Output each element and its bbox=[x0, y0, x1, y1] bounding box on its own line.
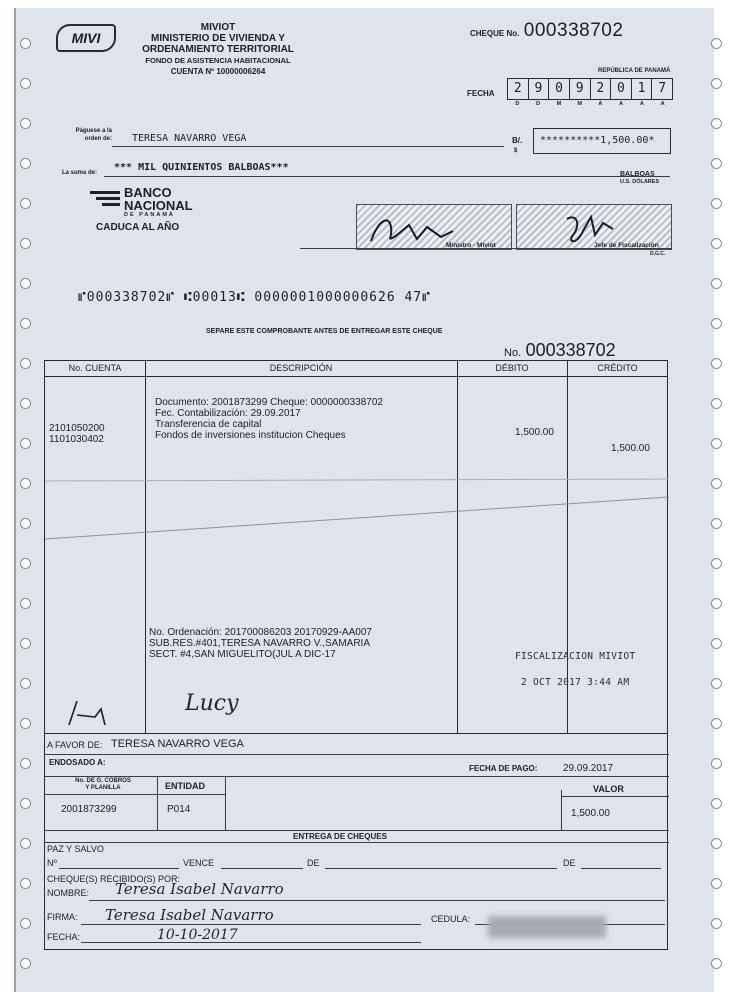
feed-hole bbox=[20, 158, 31, 169]
date-sub-labels bbox=[507, 101, 673, 107]
feed-hole bbox=[711, 78, 722, 89]
cheque-number bbox=[470, 20, 623, 42]
feed-hole bbox=[20, 798, 31, 809]
payee-name: TERESA NAVARRO VEGA bbox=[132, 133, 247, 144]
name-label: NOMBRE: bbox=[47, 888, 90, 898]
feed-hole bbox=[711, 118, 722, 129]
date-sub-label: M bbox=[577, 101, 582, 107]
feed-hole bbox=[20, 518, 31, 529]
debit-value: 1,500.00 bbox=[515, 427, 554, 438]
feed-hole bbox=[711, 638, 722, 649]
col-header-description: DESCRIPCIÓN bbox=[145, 361, 457, 377]
date-digit: 2 bbox=[591, 79, 612, 99]
feed-hole bbox=[20, 638, 31, 649]
date-label: FECHA bbox=[467, 89, 495, 98]
pay-date-value: 29.09.2017 bbox=[563, 763, 614, 774]
date-digit: 7 bbox=[658, 81, 667, 96]
bank-name-3: DE PANAMÁ bbox=[124, 212, 175, 218]
description-line: Fondos de inversiones institucion Cheques bbox=[155, 430, 346, 441]
date-digit: 9 bbox=[529, 79, 550, 99]
feed-hole bbox=[711, 158, 722, 169]
currency-label: B/. bbox=[512, 136, 523, 145]
col-doc-header bbox=[51, 778, 155, 792]
fold-crease-lines bbox=[45, 461, 669, 561]
bank-name-2: NACIONAL bbox=[124, 198, 193, 213]
date-digit: 9 bbox=[570, 79, 591, 99]
sum-label: La suma de: bbox=[62, 170, 98, 176]
feed-hole bbox=[20, 838, 31, 849]
order-line: SECT. #4,SAN MIGUELITO(JUL A DIC-17 bbox=[149, 649, 336, 660]
expiry-note: CADUCA AL AÑO bbox=[96, 222, 180, 233]
feed-hole bbox=[711, 558, 722, 569]
sig2-label: Jefe de Fiscalización bbox=[594, 242, 659, 249]
feed-hole bbox=[20, 358, 31, 369]
feed-hole bbox=[20, 878, 31, 889]
bank-name bbox=[124, 186, 193, 219]
country-label: REPÚBLICA DE PANAMÁ bbox=[598, 68, 671, 74]
order-line: No. Ordenación: 201700086203 20170929-AA007 bbox=[149, 627, 372, 638]
feed-hole bbox=[20, 438, 31, 449]
feed-hole bbox=[711, 438, 722, 449]
feed-hole bbox=[711, 678, 722, 689]
issuer-name-1: MIVIOT bbox=[200, 22, 236, 33]
sign-value: Teresa Isabel Navarro bbox=[105, 906, 274, 924]
feed-hole bbox=[711, 958, 722, 969]
date-digit: 0 bbox=[549, 79, 570, 99]
voucher-number bbox=[504, 340, 616, 361]
feed-hole bbox=[711, 798, 722, 809]
date-grid bbox=[507, 78, 673, 100]
col-header-debit: DÉBITO bbox=[457, 361, 567, 377]
cedula-label: CEDULA: bbox=[431, 914, 471, 924]
date-sub-label: A bbox=[598, 101, 603, 107]
feed-hole bbox=[711, 318, 722, 329]
date-sub-label: D bbox=[536, 101, 541, 107]
cheque-number-label: CHEQUE No. bbox=[470, 29, 520, 38]
feed-hole bbox=[20, 118, 31, 129]
feed-hole bbox=[20, 198, 31, 209]
vence-label: VENCE bbox=[183, 858, 215, 868]
feed-hole bbox=[20, 238, 31, 249]
endorsed-label: ENDOSADO A: bbox=[49, 758, 106, 767]
description-line: Transferencia de capital bbox=[155, 419, 262, 430]
col-doc-header-2: Y PLANILLA bbox=[85, 785, 121, 791]
credit-value: 1,500.00 bbox=[611, 443, 650, 454]
fiscal-stamp-line1: FISCALIZACION MIVIOT bbox=[515, 651, 636, 662]
description-line: Documento: 2001873299 Cheque: 0000000338702 bbox=[155, 397, 383, 408]
currency-sub: $ bbox=[514, 148, 518, 154]
date-digit: 0 bbox=[611, 79, 632, 99]
description-line: Fec. Contabilización: 29.09.2017 bbox=[155, 408, 301, 419]
bank-logo-icon bbox=[90, 188, 120, 210]
feed-hole bbox=[711, 478, 722, 489]
payee-label-1: Páguese a la bbox=[75, 128, 112, 134]
feed-holes bbox=[16, 8, 38, 992]
feed-hole bbox=[711, 598, 722, 609]
payee-label bbox=[62, 127, 112, 143]
redacted-cedula bbox=[488, 916, 606, 938]
feed-hole bbox=[711, 918, 722, 929]
date-digit: 1 bbox=[632, 79, 653, 99]
feed-hole bbox=[20, 278, 31, 289]
col-header-credit: CRÉDITO bbox=[567, 361, 668, 377]
feed-hole bbox=[20, 598, 31, 609]
sum-words: *** MIL QUINIENTOS BALBOAS*** bbox=[114, 162, 289, 173]
issuer-name-3: ORDENAMIENTO TERRITORIAL bbox=[142, 44, 294, 55]
feed-hole bbox=[20, 558, 31, 569]
date-sub-label: A bbox=[619, 101, 624, 107]
feed-hole bbox=[20, 718, 31, 729]
feed-hole bbox=[711, 718, 722, 729]
feed-hole bbox=[711, 198, 722, 209]
date-sub-label: A bbox=[660, 101, 665, 107]
favor-label: A FAVOR DE: bbox=[47, 740, 103, 750]
feed-hole bbox=[711, 238, 722, 249]
favor-name: TERESA NAVARRO VEGA bbox=[111, 738, 244, 750]
separator-note: SEPARE ESTE COMPROBANTE ANTES DE ENTREGAR ESTE CHEQUE bbox=[206, 328, 443, 335]
description-block bbox=[155, 397, 383, 441]
pay-date-label: FECHA DE PAGO: bbox=[469, 764, 538, 773]
voucher-table bbox=[44, 360, 668, 734]
col-doc-header-1: No. DE G. COBROS bbox=[75, 778, 131, 784]
doc-number: 2001873299 bbox=[61, 804, 117, 815]
received-label: CHEQUE(S) RECIBIDO(S) POR: bbox=[47, 874, 181, 884]
initials-scribble-icon bbox=[65, 695, 115, 731]
sign-label: FIRMA: bbox=[47, 912, 78, 922]
feed-hole bbox=[711, 38, 722, 49]
account-number: 1101030402 bbox=[49, 434, 104, 445]
col-entity-header: ENTIDAD bbox=[165, 781, 205, 791]
issuer-name-2: MINISTERIO DE VIVIENDA Y bbox=[151, 33, 285, 44]
feed-hole bbox=[711, 278, 722, 289]
account-list bbox=[49, 423, 105, 445]
sig1-label: Ministro - Miviot bbox=[446, 242, 496, 249]
usd-label: U.S. DÓLARES bbox=[620, 179, 660, 185]
issuer-logo: MIVI bbox=[56, 24, 116, 52]
issuer-account: CUENTA Nº 10000006264 bbox=[170, 67, 266, 76]
feed-hole bbox=[711, 758, 722, 769]
feed-hole bbox=[20, 678, 31, 689]
col-header-account: No. CUENTA bbox=[45, 361, 145, 377]
feed-hole bbox=[20, 478, 31, 489]
issuer-fund: FONDO DE ASISTENCIA HABITACIONAL bbox=[145, 56, 291, 65]
voucher-signature: Lucy bbox=[185, 691, 239, 716]
date-sub-label: D bbox=[515, 101, 520, 107]
feed-hole bbox=[20, 758, 31, 769]
date-sub-label: A bbox=[639, 101, 644, 107]
sig2-sub: D.G.C. bbox=[650, 251, 666, 257]
col-value-header: VALOR bbox=[593, 784, 624, 794]
feed-hole bbox=[711, 398, 722, 409]
feed-hole bbox=[711, 518, 722, 529]
feed-hole bbox=[20, 78, 31, 89]
order-block bbox=[149, 627, 372, 660]
date-sub-label: M bbox=[556, 101, 562, 107]
no-label: Nº bbox=[47, 858, 57, 868]
issuer-block bbox=[118, 22, 318, 77]
feed-hole bbox=[711, 878, 722, 889]
order-line: SUB.RES.#401,TERESA NAVARRO V.,SAMARIA bbox=[149, 638, 371, 649]
delivery-date-label: FECHA: bbox=[47, 932, 81, 942]
payee-label-2: orden de: bbox=[84, 136, 112, 142]
paz-salvo-label: PAZ Y SALVO bbox=[47, 844, 104, 854]
fiscal-stamp-line2: 2 OCT 2017 3:44 AM bbox=[521, 677, 630, 688]
bank-name-1: BANCO bbox=[124, 185, 172, 200]
amount-box: **********1,500.00* bbox=[533, 128, 671, 154]
de-label: DE bbox=[307, 858, 320, 868]
feed-hole bbox=[711, 838, 722, 849]
feed-hole bbox=[20, 318, 31, 329]
date-digit: 2 bbox=[508, 79, 529, 99]
feed-hole bbox=[20, 398, 31, 409]
payment-value: 1,500.00 bbox=[571, 808, 610, 819]
feed-hole bbox=[20, 38, 31, 49]
cheque-number-value: 000338702 bbox=[523, 20, 624, 41]
delivery-title: ENTREGA DE CHEQUES bbox=[293, 832, 387, 841]
feed-hole bbox=[20, 918, 31, 929]
balboas-label: BALBOAS bbox=[620, 171, 655, 178]
micr-line: ⑈000338702⑈ ⑆00013⑆ 0000001000000626 47⑈ bbox=[78, 290, 431, 305]
voucher-number-value: 000338702 bbox=[525, 340, 616, 360]
voucher-number-label: No. bbox=[504, 347, 522, 359]
de-label-2: DE bbox=[563, 858, 576, 868]
name-value: Teresa Isabel Navarro bbox=[115, 880, 284, 898]
entity-value: P014 bbox=[167, 804, 191, 815]
feed-hole bbox=[711, 358, 722, 369]
account-number: 2101050200 bbox=[49, 423, 105, 434]
delivery-date-value: 10-10-2017 bbox=[157, 927, 238, 943]
feed-holes-right bbox=[692, 8, 714, 992]
feed-hole bbox=[20, 958, 31, 969]
